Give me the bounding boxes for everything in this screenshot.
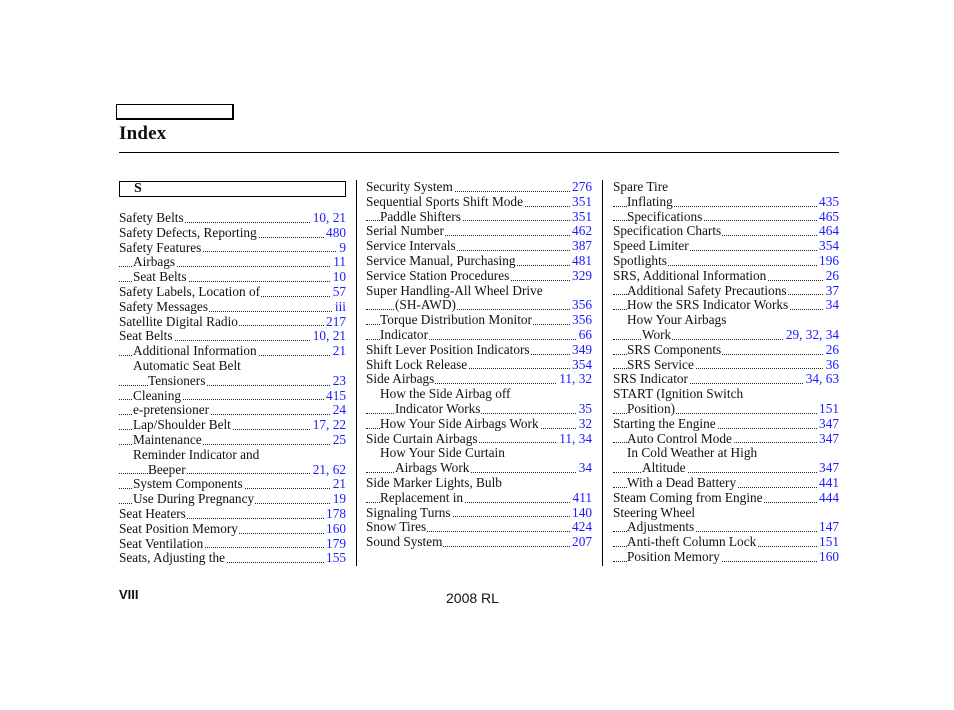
index-entry bbox=[366, 239, 592, 254]
index-entry bbox=[366, 535, 592, 550]
page-reference-link[interactable]: 35 bbox=[578, 401, 592, 416]
index-entry bbox=[366, 254, 592, 269]
index-entry-text: SRS Indicator bbox=[613, 372, 688, 387]
page-reference-link[interactable]: 481 bbox=[572, 253, 592, 268]
page-reference-link[interactable]: 480 bbox=[326, 225, 346, 240]
index-entry-text: Automatic Seat Belt bbox=[133, 358, 241, 373]
index-entry-text: Service Manual, Purchasing bbox=[366, 253, 516, 268]
header-tab-box bbox=[116, 104, 234, 120]
index-entry bbox=[119, 448, 346, 463]
index-entry-text: Seats, Adjusting the bbox=[119, 551, 226, 566]
index-entries bbox=[613, 180, 839, 565]
page-reference-link[interactable]: 21 bbox=[332, 477, 346, 492]
page-reference-link[interactable]: 25 bbox=[332, 432, 346, 447]
index-entry bbox=[366, 476, 592, 491]
index-entry-text: Seat Heaters bbox=[119, 506, 186, 521]
index-entry bbox=[613, 195, 839, 210]
index-entry bbox=[613, 506, 839, 521]
page-reference-link[interactable]: 387 bbox=[572, 239, 592, 254]
index-entry-text: Spare Tire bbox=[613, 180, 669, 194]
index-entry bbox=[613, 180, 839, 195]
index-entry-text: How Your Side Airbags Work bbox=[380, 416, 539, 431]
page-reference-link[interactable]: 37 bbox=[825, 283, 839, 298]
index-entry-text: Use During Pregnancy bbox=[133, 492, 255, 507]
index-entry bbox=[613, 432, 839, 447]
index-entry-text: Safety Belts bbox=[119, 211, 184, 225]
page-reference-link[interactable]: 276 bbox=[572, 180, 592, 194]
page-reference-link[interactable]: 10, 21 bbox=[312, 329, 346, 344]
index-entry bbox=[119, 403, 346, 418]
index-entry bbox=[366, 313, 592, 328]
index-entry bbox=[613, 446, 839, 461]
index-entry bbox=[613, 402, 839, 417]
index-entry bbox=[119, 270, 346, 285]
index-entry-text: Service Intervals bbox=[366, 239, 456, 254]
index-entry-text: Replacement in bbox=[380, 490, 464, 505]
index-entry-text: SRS, Additional Information bbox=[613, 268, 767, 283]
page-reference-link[interactable]: 462 bbox=[572, 224, 592, 239]
index-entry-text: Super Handling-All Wheel Drive bbox=[366, 283, 543, 298]
index-entry-text: Seat Ventilation bbox=[119, 536, 204, 551]
index-entry-text: Additional Safety Precautions bbox=[627, 283, 787, 298]
index-entry bbox=[366, 180, 592, 195]
index-entry-text: With a Dead Battery bbox=[627, 475, 737, 490]
index-column-2 bbox=[366, 180, 592, 550]
index-entry bbox=[119, 374, 346, 389]
index-entry-text: Anti-theft Column Lock bbox=[627, 535, 757, 550]
index-entry-text: START (Ignition Switch bbox=[613, 387, 744, 402]
index-entry bbox=[366, 461, 592, 476]
index-entry-text: How Your Side Curtain bbox=[380, 446, 505, 461]
index-entry bbox=[613, 387, 839, 402]
page-reference-link[interactable]: 34 bbox=[825, 298, 839, 313]
index-entry bbox=[613, 476, 839, 491]
index-entry bbox=[613, 239, 839, 254]
index-entry-text: Snow Tires bbox=[366, 520, 427, 535]
index-entry-text: Serial Number bbox=[366, 224, 444, 239]
index-entry-text: How the SRS Indicator Works bbox=[627, 298, 789, 313]
index-entry bbox=[119, 359, 346, 374]
page-reference-link[interactable]: 347 bbox=[819, 431, 839, 446]
page-reference-link[interactable]: 217 bbox=[326, 314, 346, 329]
index-entry-text: Starting the Engine bbox=[613, 416, 716, 431]
index-entry-text: Signaling Turns bbox=[366, 505, 451, 520]
index-entry bbox=[119, 329, 346, 344]
page-reference-link[interactable]: 9 bbox=[339, 240, 346, 255]
page-reference-link[interactable]: 464 bbox=[819, 224, 839, 239]
section-letter: S bbox=[134, 181, 142, 196]
index-entry bbox=[613, 417, 839, 432]
index-entry-text: e-pretensioner bbox=[133, 403, 210, 418]
index-entry bbox=[119, 211, 346, 226]
index-entry-text: System Components bbox=[133, 477, 243, 492]
index-entry bbox=[366, 432, 592, 447]
page-reference-link[interactable]: 356 bbox=[572, 298, 592, 313]
index-entry-text: Airbags bbox=[133, 255, 176, 270]
page-reference-link[interactable]: 36 bbox=[825, 357, 839, 372]
page-reference-link[interactable]: 151 bbox=[819, 535, 839, 550]
page-reference-link[interactable]: 23 bbox=[332, 373, 346, 388]
footer-model: 2008 RL bbox=[446, 590, 499, 606]
page-reference-link[interactable]: 26 bbox=[825, 342, 839, 357]
index-entry bbox=[613, 358, 839, 373]
page-reference-link[interactable]: 435 bbox=[819, 194, 839, 209]
index-entry bbox=[119, 389, 346, 404]
index-entry bbox=[119, 537, 346, 552]
index-entry bbox=[366, 402, 592, 417]
index-entry-text: Side Marker Lights, Bulb bbox=[366, 475, 502, 490]
page-reference-link[interactable]: 349 bbox=[572, 342, 592, 357]
index-entry-text: Beeper bbox=[148, 462, 186, 477]
column-divider bbox=[602, 180, 603, 566]
index-entry-text: Indicator bbox=[380, 327, 428, 342]
page-reference-link[interactable]: 19 bbox=[332, 492, 346, 507]
page-reference-link[interactable]: 415 bbox=[326, 388, 346, 403]
index-entry bbox=[613, 254, 839, 269]
page-reference-link[interactable]: 160 bbox=[819, 549, 839, 564]
index-entry-text: Safety Features bbox=[119, 240, 202, 255]
index-entry bbox=[613, 491, 839, 506]
index-entry-text: Side Airbags bbox=[366, 372, 435, 387]
index-entry-text: Work bbox=[642, 327, 672, 342]
index-entry bbox=[613, 461, 839, 476]
page-reference-link[interactable]: 147 bbox=[819, 520, 839, 535]
page-reference-link[interactable]: 178 bbox=[326, 506, 346, 521]
page-reference-link[interactable]: 444 bbox=[819, 490, 839, 505]
index-entry-text: Specifications bbox=[627, 209, 703, 224]
index-entry-text: Maintenance bbox=[133, 432, 202, 447]
page-reference-link[interactable]: 66 bbox=[578, 327, 592, 342]
index-entry-text: Service Station Procedures bbox=[366, 268, 510, 283]
index-entry-text: Specification Charts bbox=[613, 224, 722, 239]
index-entry-text: Steering Wheel bbox=[613, 505, 696, 520]
index-entry bbox=[613, 535, 839, 550]
page-reference-link[interactable]: 347 bbox=[819, 416, 839, 431]
index-entries bbox=[119, 211, 346, 566]
index-entry bbox=[613, 224, 839, 239]
index-entry-text: SRS Service bbox=[627, 357, 694, 372]
index-entry bbox=[119, 344, 346, 359]
page-reference-link[interactable]: 32 bbox=[578, 416, 592, 431]
page-reference-link[interactable]: 21 bbox=[332, 344, 346, 359]
index-entry bbox=[366, 343, 592, 358]
index-entry-text: (SH-AWD) bbox=[395, 298, 456, 313]
index-entry bbox=[119, 522, 346, 537]
index-entry-text: Seat Position Memory bbox=[119, 521, 238, 536]
page-reference-link[interactable]: 57 bbox=[332, 284, 346, 299]
index-entry bbox=[119, 477, 346, 492]
section-letter-box bbox=[119, 181, 346, 197]
index-entry bbox=[613, 210, 839, 225]
page-reference-link[interactable]: 196 bbox=[819, 253, 839, 268]
index-entry bbox=[366, 210, 592, 225]
index-entry-text: How the Side Airbag off bbox=[380, 387, 511, 402]
index-entry bbox=[613, 269, 839, 284]
index-entry bbox=[613, 550, 839, 565]
index-entry-text: Speed Limiter bbox=[613, 239, 689, 254]
index-entry bbox=[366, 520, 592, 535]
index-entry bbox=[119, 492, 346, 507]
index-entry bbox=[366, 446, 592, 461]
index-entries bbox=[366, 180, 592, 550]
index-entry-text: Sequential Sports Shift Mode bbox=[366, 194, 523, 209]
page-reference-link[interactable]: 10 bbox=[332, 270, 346, 285]
index-entry bbox=[613, 313, 839, 328]
index-entry bbox=[119, 285, 346, 300]
index-entry-text: Safety Messages bbox=[119, 299, 208, 314]
index-entry-text: Airbags Work bbox=[395, 461, 470, 476]
index-entry-text: Auto Control Mode bbox=[627, 431, 732, 446]
page-reference-link[interactable]: 140 bbox=[572, 505, 592, 520]
index-column-1 bbox=[119, 180, 346, 566]
index-entry-text: Additional Information bbox=[133, 344, 257, 359]
index-entry-text: Adjustments bbox=[627, 520, 695, 535]
index-entry-text: Security System bbox=[366, 180, 453, 194]
index-entry-text: Safety Defects, Reporting bbox=[119, 225, 257, 240]
index-entry-text: Spotlights bbox=[613, 253, 667, 268]
page-reference-link[interactable]: 411 bbox=[572, 490, 592, 505]
page-reference-link[interactable]: 26 bbox=[825, 268, 839, 283]
index-entry bbox=[119, 226, 346, 241]
index-entry-text: Altitude bbox=[642, 461, 686, 476]
page-reference-link[interactable]: 329 bbox=[572, 268, 592, 283]
page-reference-link[interactable]: iii bbox=[334, 299, 346, 314]
index-entry bbox=[119, 315, 346, 330]
index-entry bbox=[613, 284, 839, 299]
page-reference-link[interactable]: 34, 63 bbox=[805, 372, 839, 387]
index-entry bbox=[119, 551, 346, 566]
index-entry-text: Reminder Indicator and bbox=[133, 447, 260, 462]
index-entry-text: Torque Distribution Monitor bbox=[380, 313, 532, 328]
index-entry bbox=[613, 343, 839, 358]
index-entry bbox=[366, 328, 592, 343]
page-reference-link[interactable]: 29, 32, 34 bbox=[785, 327, 839, 342]
index-entry-text: Cleaning bbox=[133, 388, 182, 403]
index-entry bbox=[119, 463, 346, 478]
index-entry bbox=[366, 417, 592, 432]
index-entry-text: In Cold Weather at High bbox=[627, 446, 758, 461]
page-reference-link[interactable]: 21, 62 bbox=[312, 462, 346, 477]
index-entry-text: Shift Lever Position Indicators bbox=[366, 342, 530, 357]
index-entry-text: Seat Belts bbox=[119, 329, 173, 344]
index-entry bbox=[366, 195, 592, 210]
page-reference-link[interactable]: 34 bbox=[578, 461, 592, 476]
index-entry bbox=[366, 284, 592, 299]
index-entry bbox=[119, 507, 346, 522]
index-entry bbox=[366, 372, 592, 387]
index-entry-text: Indicator Works bbox=[395, 401, 481, 416]
page-reference-link[interactable]: 356 bbox=[572, 313, 592, 328]
header-rule bbox=[119, 152, 839, 153]
page-reference-link[interactable]: 155 bbox=[326, 551, 346, 566]
index-entry bbox=[366, 387, 592, 402]
index-entry bbox=[613, 372, 839, 387]
page-reference-link[interactable]: 160 bbox=[326, 521, 346, 536]
page-title: Index bbox=[119, 123, 167, 144]
page-reference-link[interactable]: 10, 21 bbox=[312, 211, 346, 225]
index-entry bbox=[119, 418, 346, 433]
page-reference-link[interactable]: 465 bbox=[819, 209, 839, 224]
column-divider bbox=[356, 180, 357, 566]
index-entry bbox=[366, 269, 592, 284]
index-entry-text: SRS Components bbox=[627, 342, 722, 357]
index-column-3 bbox=[613, 180, 839, 565]
index-entry bbox=[613, 298, 839, 313]
page-reference-link[interactable]: 351 bbox=[572, 209, 592, 224]
index-entry-text: Inflating bbox=[627, 194, 673, 209]
page-reference-link[interactable]: 441 bbox=[819, 475, 839, 490]
index-entry-text: Position Memory bbox=[627, 549, 720, 564]
index-entry bbox=[613, 328, 839, 343]
index-entry bbox=[613, 520, 839, 535]
index-entry bbox=[119, 433, 346, 448]
index-entry-text: Paddle Shifters bbox=[380, 209, 461, 224]
index-entry-text: Seat Belts bbox=[133, 270, 187, 285]
page-reference-link[interactable]: 347 bbox=[819, 461, 839, 476]
index-entry-text: Position) bbox=[627, 401, 676, 416]
index-entry bbox=[366, 491, 592, 506]
index-entry bbox=[119, 300, 346, 315]
index-entry bbox=[119, 255, 346, 270]
page-reference-link[interactable]: 11, 34 bbox=[559, 431, 592, 446]
index-entry-text: Tensioners bbox=[148, 373, 206, 388]
index-entry-text: Satellite Digital Radio bbox=[119, 314, 238, 329]
page-reference-link[interactable]: 24 bbox=[332, 403, 346, 418]
page-reference-link[interactable]: 11, 32 bbox=[559, 372, 592, 387]
index-entry bbox=[366, 224, 592, 239]
index-entry-text: Steam Coming from Engine bbox=[613, 490, 763, 505]
page-reference-link[interactable]: 424 bbox=[572, 520, 592, 535]
page-reference-link[interactable]: 207 bbox=[572, 535, 592, 550]
index-entry bbox=[119, 241, 346, 256]
page-reference-link[interactable]: 351 bbox=[572, 194, 592, 209]
index-entry bbox=[366, 358, 592, 373]
index-entry-text: Lap/Shoulder Belt bbox=[133, 418, 231, 433]
index-entry-text: Side Curtain Airbags bbox=[366, 431, 478, 446]
page-reference-link[interactable]: 179 bbox=[326, 536, 346, 551]
index-entry-text: Sound System bbox=[366, 535, 443, 550]
index-entry-text: Shift Lock Release bbox=[366, 357, 468, 372]
page-reference-link[interactable]: 354 bbox=[572, 357, 592, 372]
index-entry-text: How Your Airbags bbox=[627, 313, 727, 328]
index-entry-text: Safety Labels, Location of bbox=[119, 284, 261, 299]
index-entry bbox=[366, 506, 592, 521]
page-reference-link[interactable]: 354 bbox=[819, 239, 839, 254]
page-number: VIII bbox=[119, 587, 139, 602]
page-reference-link[interactable]: 11 bbox=[333, 255, 346, 270]
page-reference-link[interactable]: 17, 22 bbox=[312, 418, 346, 433]
page-reference-link[interactable]: 151 bbox=[819, 401, 839, 416]
index-entry bbox=[366, 298, 592, 313]
